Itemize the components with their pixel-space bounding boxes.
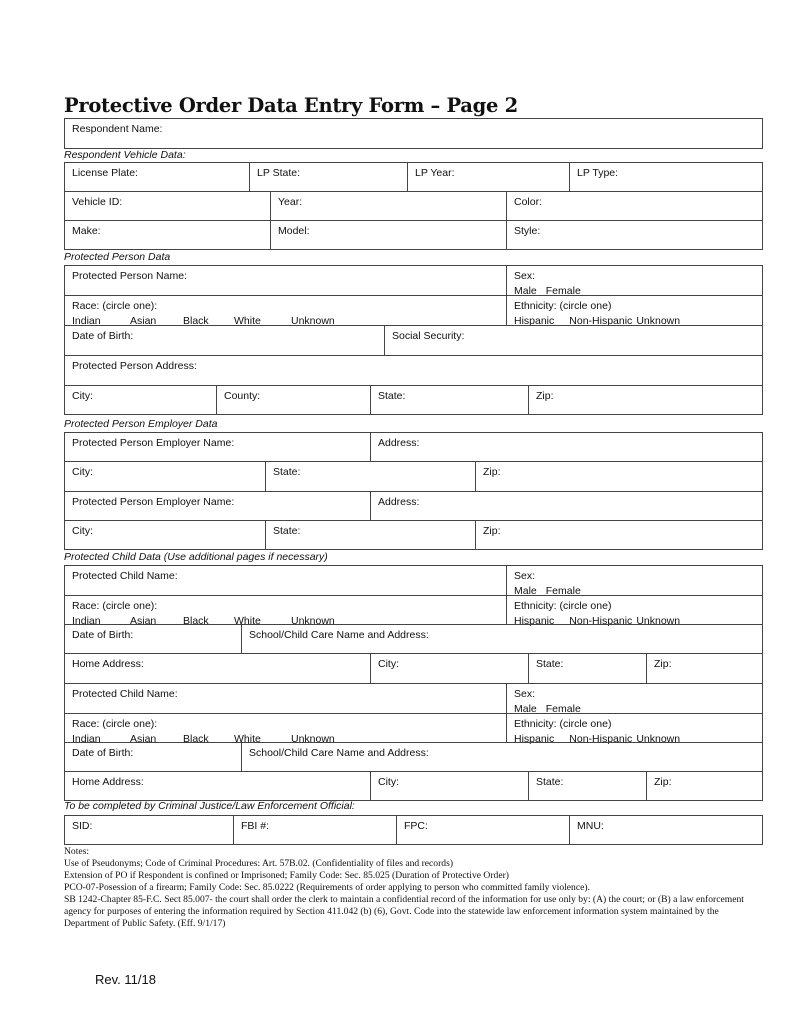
- city-field[interactable]: [65, 386, 216, 414]
- field-label: Ethnicity: (circle one): [514, 600, 612, 612]
- zip-field[interactable]: [475, 462, 764, 491]
- option[interactable]: Hispanic: [514, 733, 555, 745]
- vehicle-model-field[interactable]: [270, 221, 506, 249]
- option[interactable]: Black: [183, 733, 209, 745]
- field-label: Ethnicity: (circle one): [514, 718, 612, 730]
- field-label: Zip:: [483, 466, 501, 478]
- form-row: [64, 595, 763, 625]
- home-address-field[interactable]: [65, 654, 370, 683]
- form-row: [64, 713, 763, 743]
- field-label: Race: (circle one):: [72, 300, 158, 312]
- option[interactable]: Asian: [130, 733, 157, 745]
- zip-field[interactable]: [528, 386, 764, 414]
- child-name-field[interactable]: [65, 684, 506, 713]
- field-label: School/Child Care Name and Address:: [249, 747, 429, 759]
- field-label: School/Child Care Name and Address:: [249, 629, 429, 641]
- field-label: Social Security:: [392, 330, 465, 342]
- form-row: [64, 162, 763, 192]
- field-label: Protected Person Employer Name:: [72, 437, 235, 449]
- revision-label: Rev. 11/18: [95, 972, 156, 987]
- field-label: Address:: [378, 437, 420, 449]
- notes-heading: Notes:: [64, 846, 90, 857]
- note-line: Extension of PO if Respondent is confined or Imprisoned; Family Code: Sec. 85.025 (Duration of Protective Order): [64, 870, 509, 881]
- form-row: [64, 118, 763, 149]
- field-label: Sex:: [514, 270, 536, 282]
- dob-field[interactable]: [65, 625, 241, 653]
- field-label: Date of Birth:: [72, 747, 134, 759]
- race-field[interactable]: [65, 296, 506, 325]
- state-field[interactable]: [528, 772, 646, 800]
- form-row: [64, 385, 763, 415]
- field-label: State:: [378, 390, 406, 402]
- vehicle-id-field[interactable]: [65, 192, 270, 220]
- vehicle-color-field[interactable]: [506, 192, 764, 220]
- state-field[interactable]: [265, 521, 475, 549]
- employer-name-field[interactable]: [65, 433, 370, 461]
- field-label: FBI #:: [241, 820, 270, 832]
- field-label: FPC:: [404, 820, 428, 832]
- vehicle-make-field[interactable]: [65, 221, 270, 249]
- race-field[interactable]: [65, 596, 506, 627]
- zip-field[interactable]: [646, 772, 764, 800]
- fpc-field[interactable]: [396, 816, 569, 844]
- section-label: Respondent Vehicle Data:: [64, 149, 186, 161]
- option[interactable]: Unknown: [291, 733, 335, 745]
- form-row: [64, 295, 763, 326]
- option[interactable]: Female: [545, 585, 581, 597]
- field-label: Respondent Name:: [72, 123, 163, 135]
- field-label: Date of Birth:: [72, 629, 134, 641]
- form-row: [64, 220, 763, 250]
- field-label: Style:: [514, 225, 541, 237]
- field-label: State:: [273, 525, 301, 537]
- option[interactable]: Non-Hispanic: [569, 315, 633, 327]
- note-line: Use of Pseudonyms; Code of Criminal Procedures: Art. 57B.02. (Confidentiality of files and records): [64, 858, 454, 869]
- option[interactable]: Male: [514, 585, 537, 597]
- field-label: LP State:: [257, 167, 301, 179]
- field-label: LP Year:: [415, 167, 455, 179]
- ethnicity-field[interactable]: [506, 296, 764, 325]
- home-address-field[interactable]: [65, 772, 370, 800]
- dob-field[interactable]: [65, 743, 241, 771]
- child-name-field[interactable]: [65, 566, 506, 595]
- option[interactable]: Male: [514, 703, 537, 715]
- option[interactable]: Indian: [72, 615, 101, 627]
- field-label: State:: [536, 776, 564, 788]
- option[interactable]: Female: [545, 285, 581, 297]
- option[interactable]: White: [234, 315, 261, 327]
- field-label: MNU:: [577, 820, 604, 832]
- form-row: [64, 432, 763, 462]
- field-label: State:: [273, 466, 301, 478]
- vehicle-style-field[interactable]: [506, 221, 764, 249]
- form-row: [64, 565, 763, 596]
- field-label: Sex:: [514, 570, 536, 582]
- field-label: Home Address:: [72, 776, 144, 788]
- city-field[interactable]: [370, 654, 528, 683]
- field-label: Make:: [72, 225, 101, 237]
- sex-field[interactable]: [506, 684, 764, 713]
- city-field[interactable]: [65, 462, 265, 491]
- option[interactable]: White: [234, 733, 261, 745]
- option[interactable]: Black: [183, 315, 209, 327]
- option[interactable]: Hispanic: [514, 315, 555, 327]
- option[interactable]: Asian: [130, 615, 157, 627]
- field-label: Protected Child Name:: [72, 570, 178, 582]
- form-row: [64, 491, 763, 521]
- employer-address-field[interactable]: [370, 433, 764, 461]
- option[interactable]: Indian: [72, 733, 101, 745]
- form-row: [64, 653, 763, 684]
- page-title: Protective Order Data Entry Form – Page 2: [64, 94, 518, 117]
- license-plate-field[interactable]: [65, 163, 249, 191]
- field-label: City:: [72, 525, 93, 537]
- field-label: Home Address:: [72, 658, 144, 670]
- field-label: Date of Birth:: [72, 330, 134, 342]
- field-label: Vehicle ID:: [72, 196, 123, 208]
- ethnicity-field[interactable]: [506, 596, 764, 627]
- field-label: State:: [536, 658, 564, 670]
- form-row: [64, 742, 763, 772]
- field-label: Address:: [378, 496, 420, 508]
- field-label: Ethnicity: (circle one): [514, 300, 612, 312]
- school-field[interactable]: [241, 625, 764, 653]
- field-label: Zip:: [654, 776, 672, 788]
- dob-field[interactable]: [65, 326, 384, 355]
- field-label: City:: [72, 466, 93, 478]
- option[interactable]: Non-Hispanic: [569, 615, 633, 627]
- option[interactable]: Female: [545, 703, 581, 715]
- option[interactable]: Unknown: [636, 615, 681, 627]
- option[interactable]: White: [234, 615, 261, 627]
- field-label: Zip:: [654, 658, 672, 670]
- option[interactable]: Indian: [72, 315, 101, 327]
- option[interactable]: Non-Hispanic: [569, 733, 633, 745]
- school-field[interactable]: [241, 743, 764, 771]
- form-row: [64, 624, 763, 654]
- field-label: SID:: [72, 820, 93, 832]
- form-row: [64, 325, 763, 356]
- field-label: Color:: [514, 196, 543, 208]
- section-label: Protected Child Data (Use additional pages if necessary): [64, 551, 328, 563]
- section-label: Protected Person Employer Data: [64, 418, 218, 430]
- field-label: Protected Person Name:: [72, 270, 187, 282]
- field-label: Model:: [278, 225, 310, 237]
- form-row: [64, 520, 763, 550]
- sex-field[interactable]: [506, 566, 764, 595]
- lp-type-field[interactable]: [569, 163, 764, 191]
- field-label: Protected Person Employer Name:: [72, 496, 235, 508]
- field-label: License Plate:: [72, 167, 138, 179]
- field-label: Sex:: [514, 688, 536, 700]
- option[interactable]: Asian: [130, 315, 157, 327]
- social-security-field[interactable]: [384, 326, 764, 355]
- field-label: Protected Child Name:: [72, 688, 178, 700]
- employer-name-field[interactable]: [65, 492, 370, 520]
- county-field[interactable]: [216, 386, 370, 414]
- section-label: To be completed by Criminal Justice/Law Enforcement Official:: [64, 800, 355, 812]
- mnu-field[interactable]: [569, 816, 764, 844]
- section-label: Protected Person Data: [64, 251, 171, 263]
- lp-state-field[interactable]: [249, 163, 407, 191]
- city-field[interactable]: [370, 772, 528, 800]
- notes: [64, 846, 764, 930]
- option[interactable]: Unknown: [636, 315, 681, 327]
- field-label: City:: [378, 658, 399, 670]
- state-field[interactable]: [265, 462, 475, 491]
- field-label: County:: [224, 390, 261, 402]
- field-label: City:: [72, 390, 93, 402]
- field-label: Race: (circle one):: [72, 718, 158, 730]
- field-label: Zip:: [536, 390, 554, 402]
- form-row: [64, 461, 763, 492]
- protected-person-address-field[interactable]: [65, 356, 764, 385]
- zip-field[interactable]: [475, 521, 764, 549]
- sex-field[interactable]: [506, 266, 764, 295]
- option[interactable]: Unknown: [636, 733, 681, 745]
- form-row: [64, 355, 763, 386]
- fbi-field[interactable]: [233, 816, 396, 844]
- note-line: PCO-07-Posession of a firearm; Family Code: Sec. 85.0222 (Requirements of order applying to person who committed family violence).: [64, 882, 590, 893]
- city-field[interactable]: [65, 521, 265, 549]
- option[interactable]: Hispanic: [514, 615, 555, 627]
- form-row: [64, 265, 763, 296]
- option[interactable]: Unknown: [291, 615, 335, 627]
- form-row: [64, 191, 763, 221]
- field-label: Zip:: [483, 525, 501, 537]
- sid-field[interactable]: [65, 816, 233, 844]
- zip-field[interactable]: [646, 654, 764, 683]
- field-label: Year:: [278, 196, 303, 208]
- employer-address-field[interactable]: [370, 492, 764, 520]
- ethnicity-field[interactable]: [506, 714, 764, 745]
- race-field[interactable]: [65, 714, 506, 745]
- field-label: City:: [378, 776, 399, 788]
- option[interactable]: Unknown: [291, 315, 335, 327]
- field-label: LP Type:: [577, 167, 619, 179]
- form-row: [64, 815, 763, 845]
- form-row: [64, 683, 763, 714]
- option[interactable]: Black: [183, 615, 209, 627]
- lp-year-field[interactable]: [407, 163, 569, 191]
- field-label: Protected Person Address:: [72, 360, 197, 372]
- vehicle-year-field[interactable]: [270, 192, 506, 220]
- form-row: [64, 771, 763, 801]
- note-line: SB 1242-Chapter 85-F.C. Sect 85.007- the court shall order the clerk to maintain a confidential record of the information for use only by: (A) the court; or (B) a law enforcement agency for purposes of entering the information required by Section 411.042 (b) (6), Govt. Code into the statewide law enforcement information system maintained by the Department of Public Safety. (Eff. 9/1/17): [64, 894, 744, 929]
- option[interactable]: Male: [514, 285, 537, 297]
- state-field[interactable]: [528, 654, 646, 683]
- state-field[interactable]: [370, 386, 528, 414]
- respondent-name-field[interactable]: [65, 119, 764, 148]
- field-label: Race: (circle one):: [72, 600, 158, 612]
- protected-person-name-field[interactable]: [65, 266, 506, 295]
